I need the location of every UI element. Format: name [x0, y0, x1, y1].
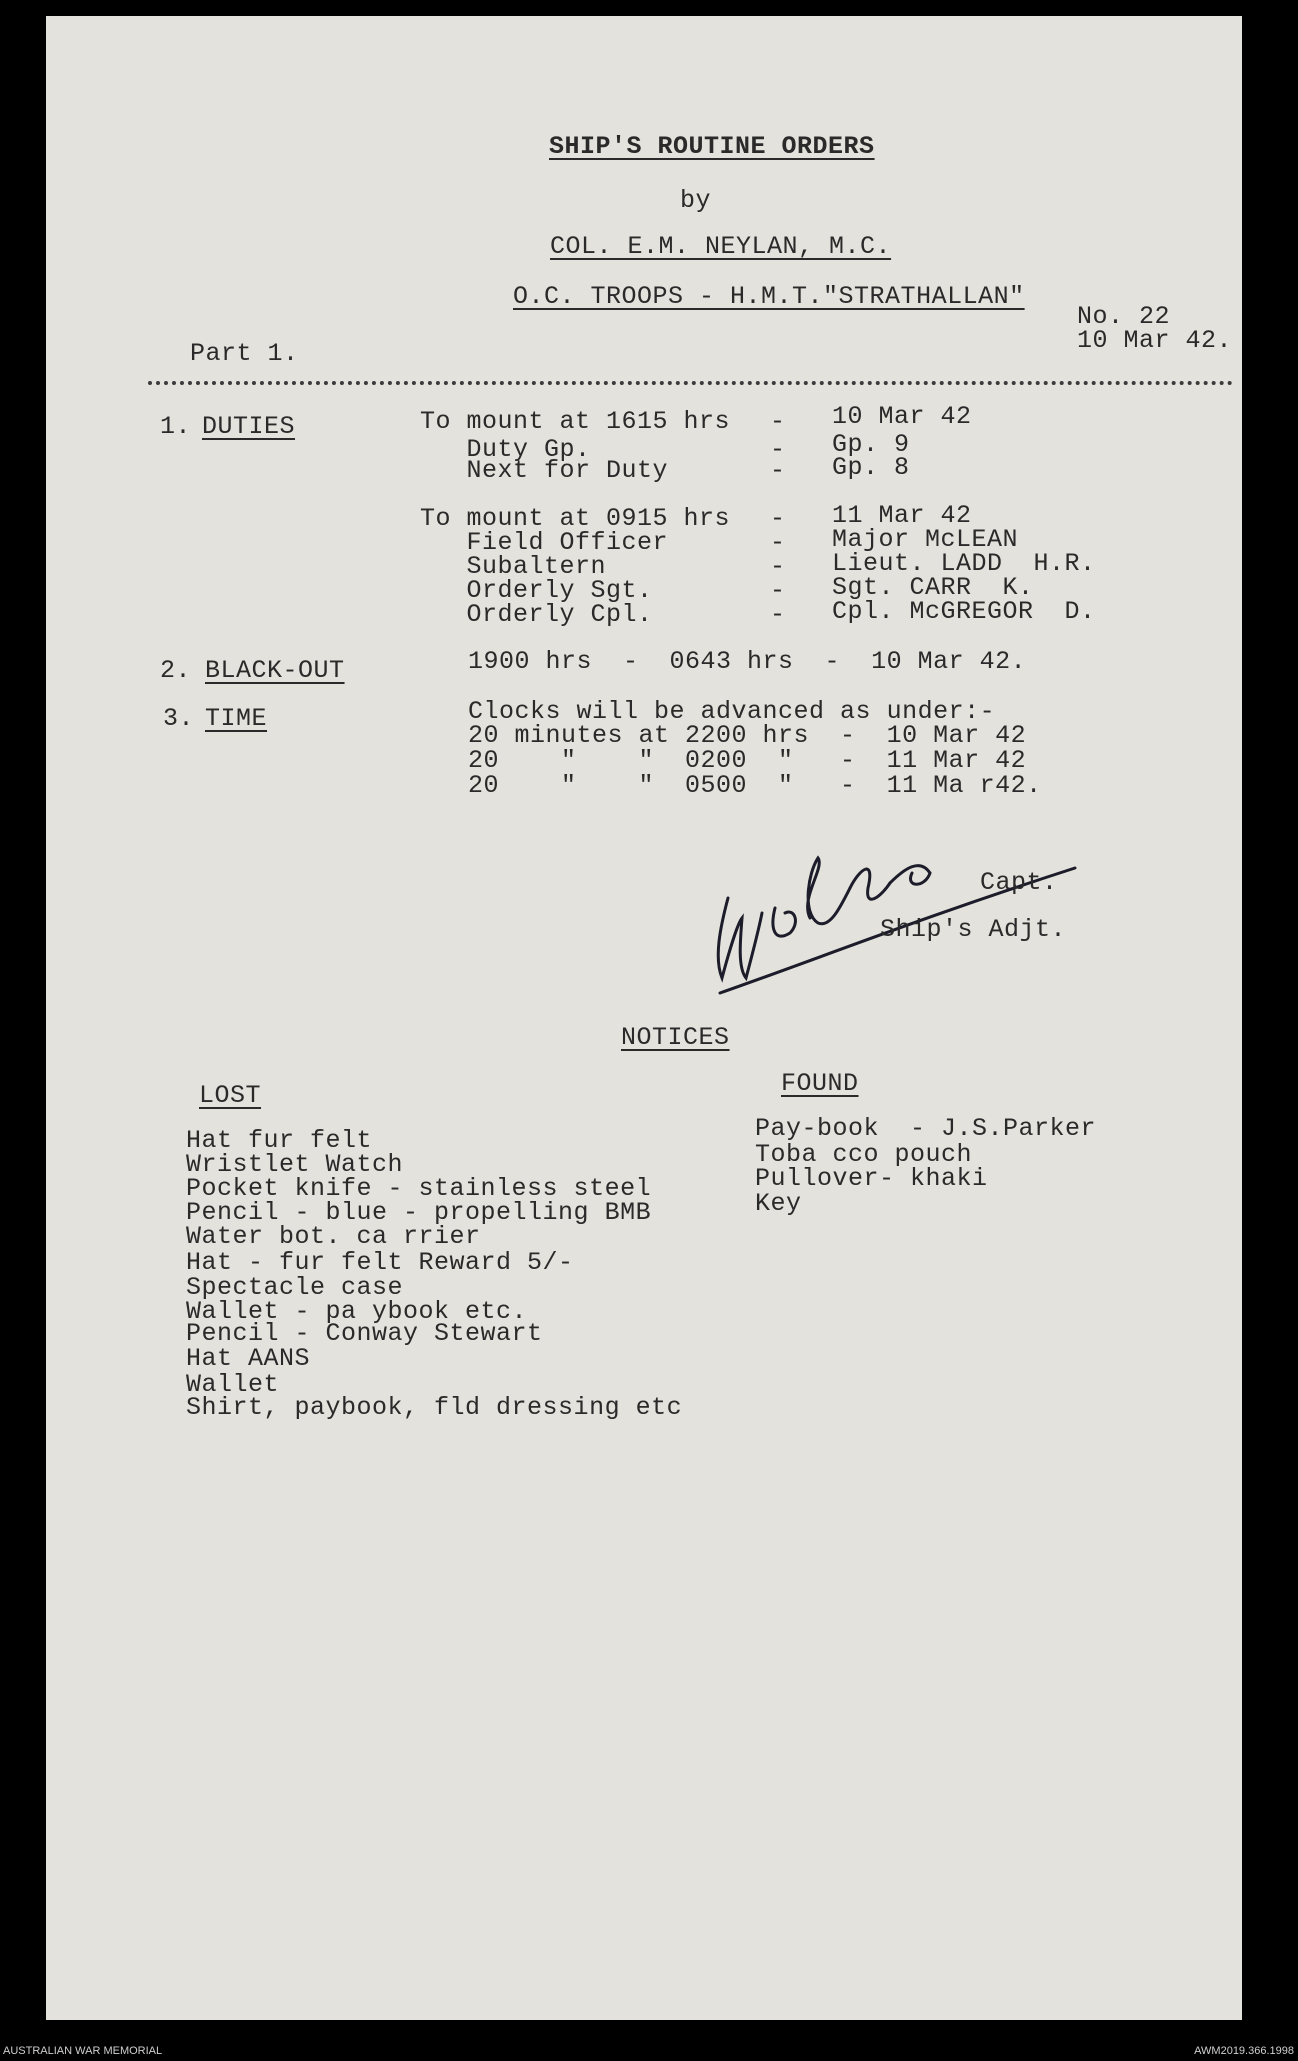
lost-item: Wristlet Watch [186, 1150, 404, 1179]
signature-title: Ship's Adjt. [880, 915, 1067, 944]
footer-accession: AWM2019.366.1998 [1194, 2045, 1294, 2057]
lost-item: Spectacle case [186, 1273, 404, 1302]
signature-rank: Capt. [980, 868, 1058, 897]
duty-dash: - [770, 552, 786, 581]
duty-dash: - [770, 576, 786, 605]
footer-credit: AUSTRALIAN WAR MEMORIAL [3, 2045, 163, 2057]
order-date: 10 Mar 42. [1077, 326, 1233, 355]
duty-dash: - [770, 504, 786, 533]
notices-heading: NOTICES [621, 1023, 730, 1052]
duty-label: To mount at 1615 hrs [420, 407, 731, 436]
duties-heading-number: 1. [160, 412, 192, 441]
duty-label: Orderly Cpl. [420, 600, 653, 629]
lost-item: Water bot. ca rrier [186, 1222, 481, 1251]
found-heading: FOUND [781, 1069, 859, 1098]
duty-dash: - [770, 435, 786, 464]
duty-label: Next for Duty [420, 456, 669, 485]
by-line: by [680, 186, 712, 215]
duty-label: To mount at 0915 hrs [420, 504, 731, 533]
part-label: Part 1. [190, 339, 299, 368]
duty-label: Duty Gp. [420, 435, 591, 464]
lost-item: Wallet [186, 1370, 280, 1399]
lost-item: Hat - fur felt Reward 5/- [186, 1248, 574, 1277]
time-line: Clocks will be advanced as under:- [468, 697, 996, 726]
duty-value: 11 Mar 42 [832, 501, 972, 530]
lost-item: Pencil - Conway Stewart [186, 1319, 543, 1348]
duties-heading: DUTIES [202, 412, 296, 441]
duty-label: Field Officer [420, 528, 669, 557]
lost-heading: LOST [199, 1081, 262, 1110]
found-item: Key [755, 1189, 802, 1218]
duty-dash: - [770, 407, 786, 436]
found-item: Pay-book - J.S.Parker [755, 1114, 1097, 1143]
lost-item: Pocket knife - stainless steel [186, 1174, 652, 1203]
duty-value: Gp. 9 [832, 430, 910, 459]
time-heading: TIME [205, 704, 268, 733]
blackout-times: 1900 hrs - 0643 hrs - 10 Mar 42. [468, 647, 1027, 676]
time-line: 20 " " 0500 " - 11 Ma r42. [468, 771, 1042, 800]
lost-item: Shirt, paybook, fld dressing etc [186, 1393, 683, 1422]
blackout-heading: BLACK-OUT [205, 656, 345, 685]
time-line: 20 " " 0200 " - 11 Mar 42 [468, 746, 1027, 775]
order-number: No. 22 [1077, 302, 1171, 331]
time-heading-number: 3. [163, 704, 195, 733]
lost-item: Hat fur felt [186, 1126, 373, 1155]
duty-value: 10 Mar 42 [832, 402, 972, 431]
duty-value: Gp. 8 [832, 453, 910, 482]
lost-item: Pencil - blue - propelling BMB [186, 1198, 652, 1227]
found-item: Pullover- khaki [755, 1164, 988, 1193]
duty-dash: - [770, 600, 786, 629]
dotted-divider [148, 381, 1233, 385]
duty-value: Sgt. CARR K. [832, 573, 1034, 602]
duty-label: Orderly Sgt. [420, 576, 653, 605]
lost-item: Hat AANS [186, 1344, 311, 1373]
time-line: 20 minutes at 2200 hrs - 10 Mar 42 [468, 721, 1027, 750]
commander-name: COL. E.M. NEYLAN, M.C. [550, 232, 892, 261]
duty-value: Cpl. McGREGOR D. [832, 597, 1096, 626]
duty-dash: - [770, 456, 786, 485]
order-title: SHIP'S ROUTINE ORDERS [549, 132, 875, 161]
duty-label: Subaltern [420, 552, 607, 581]
lost-item: Wallet - pa ybook etc. [186, 1297, 528, 1326]
duty-value: Major McLEAN [832, 525, 1019, 554]
found-item: Toba cco pouch [755, 1140, 973, 1169]
blackout-heading-number: 2. [160, 656, 192, 685]
unit-name: O.C. TROOPS - H.M.T."STRATHALLAN" [513, 282, 1025, 311]
duty-value: Lieut. LADD H.R. [832, 549, 1096, 578]
duty-dash: - [770, 528, 786, 557]
